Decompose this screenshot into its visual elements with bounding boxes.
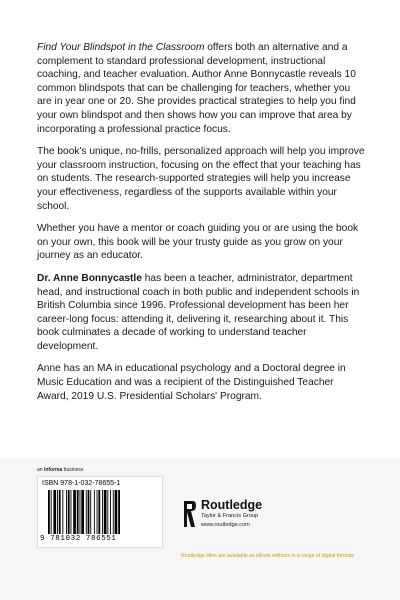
author-name: Dr. Anne Bonnycastle (37, 272, 142, 284)
isbn-label: ISBN 978-1-032-78655-1 (42, 480, 121, 487)
informa-brand: informa (43, 467, 63, 473)
description-paragraph-3: Whether you have a mentor or coach guiding you or are using the book on your own, this book will be your trusty guide as you grow on your journey as an educator. (37, 223, 359, 262)
publisher-block (181, 498, 321, 538)
barcode-icon (48, 490, 152, 534)
author-bio-paragraph-1 (37, 272, 367, 354)
back-cover-text (37, 41, 367, 412)
author-bio-paragraph-2: Anne has an MA in educational psychology and a Doctoral degree in Music Education and was a recipient of the Distinguished Teacher Award, 2019 U.S. Presidential Scholars' Program. (37, 363, 346, 402)
barcode-digits: 9 781032 786551 (40, 535, 117, 543)
description-paragraph-2: The book's unique, no-frills, personalized approach will help you improve your classroom instruction, focusing on the effect that your teaching has on students. The research-supported strategies will help you increase your effectiveness, regardless of the supports available within your school. (37, 146, 365, 212)
publisher-name: Routledge (201, 498, 263, 512)
routledge-logo-icon (181, 499, 197, 529)
informa-business-label: an informa business (37, 467, 84, 473)
description-text: offers both an alternative and a complement to standard professional development, instructional coaching, and teacher evaluation. Author Anne Bonnycastle reveals 10 common blindspots that can be challenging for teachers, whether you are in year one or 20. She provides practical strategies to help you find your own blindspot and then shows how you can improve that area by incorporating a professional practice focus. (37, 42, 356, 135)
publisher-group: Taylor & Francis Group (201, 513, 259, 519)
isbn-barcode (37, 476, 163, 548)
publisher-url: www.routledge.com (201, 522, 250, 528)
author-bio-text: has been a teacher, administrator, department head, and instructional coach in both public and independent schools in British Columbia since 1996. Professional development has been her career-long focus: attending it, delivering it, researching about it. This book culminates a decade of working to understand teacher development. (37, 272, 360, 352)
ebook-availability-note: Routledge titles are available as eBook editions in a range of digital formats (181, 553, 355, 559)
description-paragraph-1 (37, 41, 367, 136)
book-title: Find Your Blindspot in the Classroom (37, 42, 205, 53)
